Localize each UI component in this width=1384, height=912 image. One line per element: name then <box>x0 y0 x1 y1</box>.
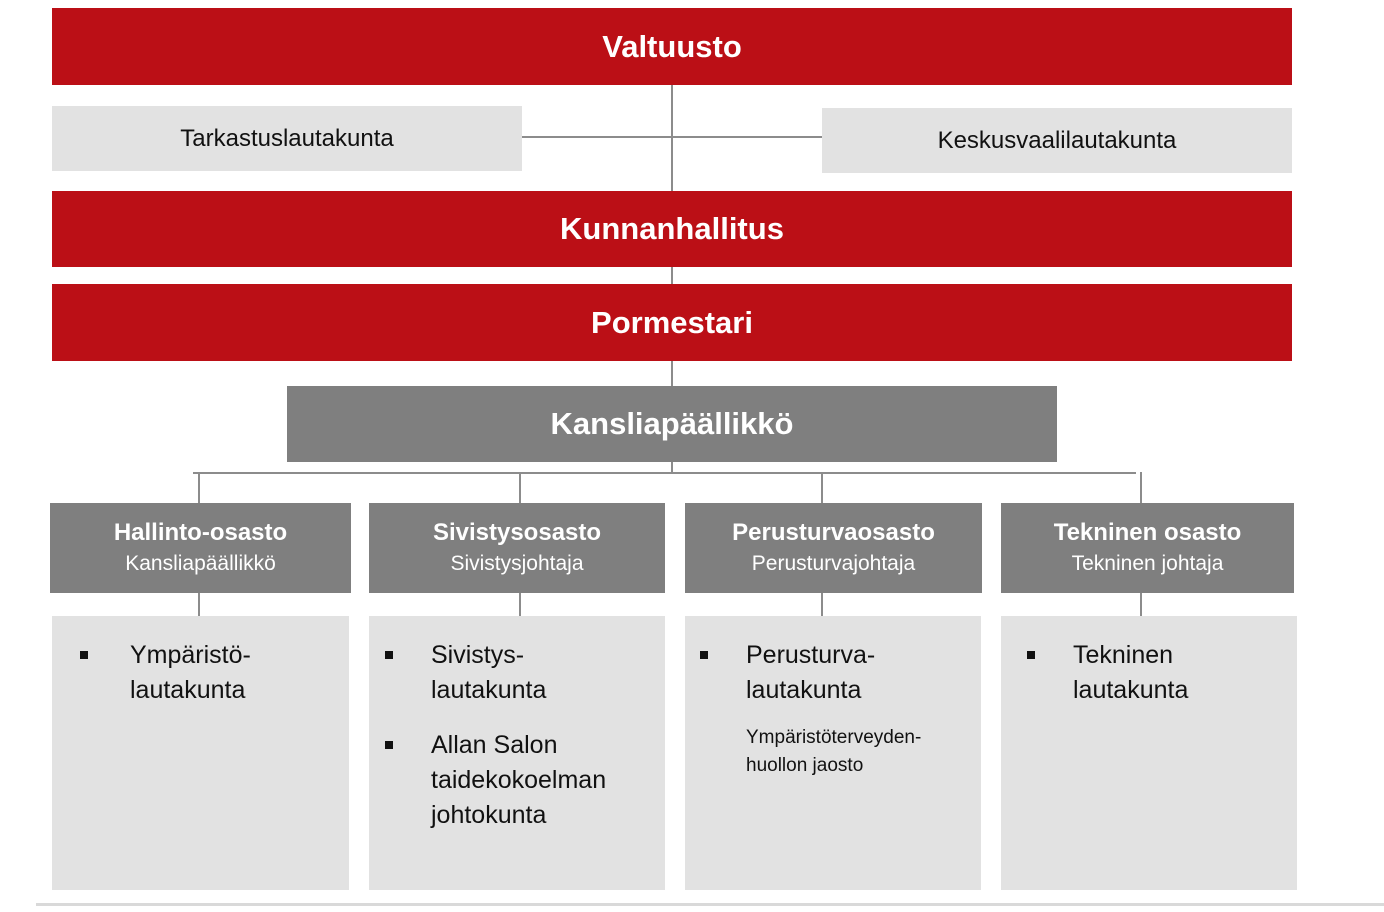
list-item-line: lautakunta <box>431 676 547 704</box>
subsection-line: huollon jaosto <box>746 755 864 776</box>
list-item-line: lautakunta <box>130 676 246 704</box>
subsection-line: Ympäristöterveyden- <box>746 727 922 748</box>
connector-side-boards <box>522 136 822 138</box>
department-head: Perusturvajohtaja <box>751 552 916 575</box>
panel-perusturva <box>685 616 981 890</box>
election-board-label: Keskusvaalilautakunta <box>937 126 1177 154</box>
list-item-line: taidekokoelman <box>431 766 607 794</box>
election-board-box <box>822 108 1292 173</box>
audit-board-box <box>52 106 522 171</box>
department-name: Hallinto-osasto <box>113 519 288 546</box>
mayor-label: Pormestari <box>591 304 753 340</box>
list-item-line: Perusturva- <box>746 641 876 669</box>
department-head: Tekninen johtaja <box>1071 552 1224 575</box>
bullet-icon <box>1027 651 1035 659</box>
connector-dept-4 <box>1140 472 1142 503</box>
list-item <box>700 638 961 708</box>
panel-sivistys <box>369 616 665 890</box>
connector-panel-1 <box>198 593 200 616</box>
department-head: Kansliapäällikkö <box>125 552 276 575</box>
list-item <box>80 638 329 708</box>
department-box-perusturva <box>685 503 982 593</box>
chancellor-label: Kansliapäällikkö <box>550 406 794 441</box>
audit-board-label: Tarkastuslautakunta <box>180 124 394 152</box>
subsection-note <box>700 724 961 780</box>
panel-hallinto <box>52 616 349 890</box>
bullet-icon <box>385 741 393 749</box>
department-name: Tekninen osasto <box>1053 519 1242 546</box>
list-item-line: lautakunta <box>1073 676 1189 704</box>
municipal-board-box <box>52 191 1292 267</box>
mayor-box <box>52 284 1292 361</box>
list-item <box>385 728 645 833</box>
department-name: Sivistysosasto <box>432 519 602 546</box>
list-item-line: Tekninen <box>1073 641 1174 669</box>
list-item-line: lautakunta <box>746 676 862 704</box>
chancellor-box <box>287 386 1057 462</box>
list-item-line: Allan Salon <box>431 731 558 759</box>
connector-dept-1 <box>198 472 200 503</box>
list-item <box>385 638 645 708</box>
council-box <box>52 8 1292 85</box>
list-item <box>1027 638 1277 708</box>
connector-departments-horizontal <box>193 472 1136 474</box>
department-box-tekninen <box>1001 503 1294 593</box>
connector-panel-4 <box>1140 593 1142 616</box>
connector-dept-2 <box>519 472 521 503</box>
department-box-sivistys <box>369 503 665 593</box>
department-name: Perusturvaosasto <box>732 519 935 546</box>
list-item-line: Sivistys- <box>431 641 525 669</box>
bullet-icon <box>700 651 708 659</box>
connector-dept-3 <box>821 472 823 503</box>
list-item-line: johtokunta <box>431 801 547 829</box>
list-item-line: Ympäristö- <box>130 641 251 669</box>
connector-panel-3 <box>821 593 823 616</box>
council-label: Valtuusto <box>602 28 742 64</box>
bullet-icon <box>80 651 88 659</box>
department-head: Sivistysjohtaja <box>450 552 584 575</box>
bottom-divider <box>36 903 1384 906</box>
municipal-board-label: Kunnanhallitus <box>560 211 784 246</box>
connector-panel-2 <box>519 593 521 616</box>
bullet-icon <box>385 651 393 659</box>
department-box-hallinto <box>50 503 351 593</box>
panel-tekninen <box>1001 616 1297 890</box>
